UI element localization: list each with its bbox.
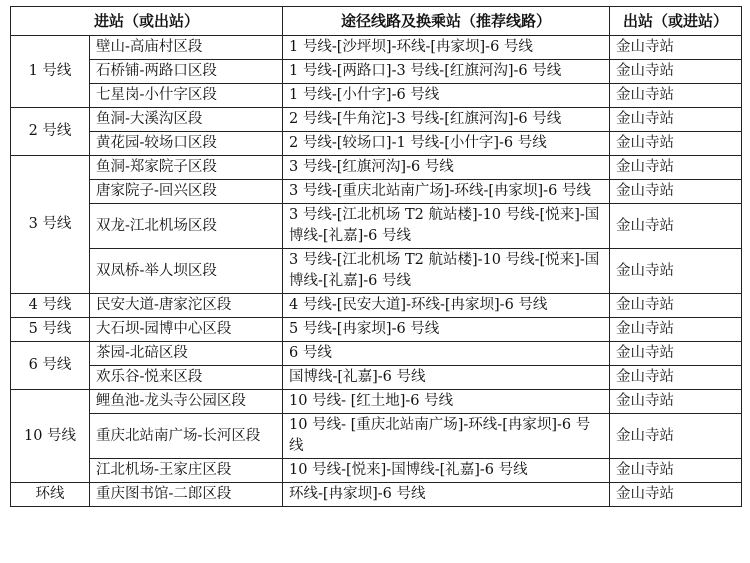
route-path-cell: 6 号线 <box>283 342 610 366</box>
exit-station-cell: 金山寺站 <box>610 366 742 390</box>
exit-station-cell: 金山寺站 <box>610 156 742 180</box>
segment-cell: 欢乐谷-悦来区段 <box>90 366 283 390</box>
table-row <box>11 132 742 156</box>
header-exit: 出站（或进站） <box>610 7 742 36</box>
segment-cell: 石桥铺-两路口区段 <box>90 60 283 84</box>
route-path-cell: 3 号线-[江北机场 T2 航站楼]-10 号线-[悦来]-国博线-[礼嘉]-6 号线 <box>283 204 610 249</box>
segment-cell: 双龙-江北机场区段 <box>90 204 283 249</box>
route-path-cell: 4 号线-[民安大道]-环线-[冉家坝]-6 号线 <box>283 294 610 318</box>
exit-station-cell: 金山寺站 <box>610 84 742 108</box>
segment-cell: 民安大道-唐家沱区段 <box>90 294 283 318</box>
segment-cell: 壁山-高庙村区段 <box>90 36 283 60</box>
exit-station-cell: 金山寺站 <box>610 180 742 204</box>
exit-station-cell: 金山寺站 <box>610 132 742 156</box>
line-name-cell: 5 号线 <box>11 318 90 342</box>
exit-station-cell: 金山寺站 <box>610 294 742 318</box>
table-row <box>11 483 742 507</box>
route-path-cell: 10 号线- [红土地]-6 号线 <box>283 390 610 414</box>
segment-cell: 鱼洞-大溪沟区段 <box>90 108 283 132</box>
segment-cell: 黄花园-较场口区段 <box>90 132 283 156</box>
route-path-cell: 3 号线-[红旗河沟]-6 号线 <box>283 156 610 180</box>
segment-cell: 双凤桥-举人坝区段 <box>90 249 283 294</box>
header-entry: 进站（或出站） <box>11 7 283 36</box>
segment-cell: 鲤鱼池-龙头寺公园区段 <box>90 390 283 414</box>
exit-station-cell: 金山寺站 <box>610 36 742 60</box>
table-row <box>11 390 742 414</box>
table-row <box>11 342 742 366</box>
exit-station-cell: 金山寺站 <box>610 390 742 414</box>
line-name-cell: 10 号线 <box>11 390 90 483</box>
route-path-cell: 10 号线-[悦来]-国博线-[礼嘉]-6 号线 <box>283 459 610 483</box>
line-name-cell: 2 号线 <box>11 108 90 156</box>
table-row <box>11 366 742 390</box>
route-path-cell: 环线-[冉家坝]-6 号线 <box>283 483 610 507</box>
route-path-cell: 3 号线-[江北机场 T2 航站楼]-10 号线-[悦来]-国博线-[礼嘉]-6 号线 <box>283 249 610 294</box>
route-path-cell: 1 号线-[小什字]-6 号线 <box>283 84 610 108</box>
route-path-cell: 2 号线-[较场口]-1 号线-[小什字]-6 号线 <box>283 132 610 156</box>
line-name-cell: 6 号线 <box>11 342 90 390</box>
segment-cell: 茶园-北碚区段 <box>90 342 283 366</box>
exit-station-cell: 金山寺站 <box>610 249 742 294</box>
route-path-cell: 1 号线-[两路口]-3 号线-[红旗河沟]-6 号线 <box>283 60 610 84</box>
table-row <box>11 204 742 249</box>
segment-cell: 大石坝-园博中心区段 <box>90 318 283 342</box>
table-row <box>11 36 742 60</box>
line-name-cell: 环线 <box>11 483 90 507</box>
route-path-cell: 1 号线-[沙坪坝]-环线-[冉家坝]-6 号线 <box>283 36 610 60</box>
table-row <box>11 414 742 459</box>
exit-station-cell: 金山寺站 <box>610 60 742 84</box>
table-header-row <box>11 7 742 36</box>
route-path-cell: 3 号线-[重庆北站南广场]-环线-[冉家坝]-6 号线 <box>283 180 610 204</box>
exit-station-cell: 金山寺站 <box>610 459 742 483</box>
table-row <box>11 84 742 108</box>
route-path-cell: 2 号线-[牛角沱]-3 号线-[红旗河沟]-6 号线 <box>283 108 610 132</box>
route-table-container <box>10 6 741 507</box>
exit-station-cell: 金山寺站 <box>610 342 742 366</box>
exit-station-cell: 金山寺站 <box>610 108 742 132</box>
route-table-body <box>11 36 742 507</box>
line-name-cell: 1 号线 <box>11 36 90 108</box>
header-path: 途径线路及换乘站（推荐线路） <box>283 7 610 36</box>
table-row <box>11 60 742 84</box>
table-row <box>11 294 742 318</box>
exit-station-cell: 金山寺站 <box>610 204 742 249</box>
segment-cell: 江北机场-王家庄区段 <box>90 459 283 483</box>
segment-cell: 重庆北站南广场-长河区段 <box>90 414 283 459</box>
table-row <box>11 249 742 294</box>
exit-station-cell: 金山寺站 <box>610 318 742 342</box>
line-name-cell: 3 号线 <box>11 156 90 294</box>
segment-cell: 鱼洞-郑家院子区段 <box>90 156 283 180</box>
table-row <box>11 459 742 483</box>
line-name-cell: 4 号线 <box>11 294 90 318</box>
route-path-cell: 国博线-[礼嘉]-6 号线 <box>283 366 610 390</box>
segment-cell: 重庆图书馆-二郎区段 <box>90 483 283 507</box>
table-row <box>11 180 742 204</box>
table-row <box>11 108 742 132</box>
segment-cell: 唐家院子-回兴区段 <box>90 180 283 204</box>
route-table <box>10 6 742 507</box>
exit-station-cell: 金山寺站 <box>610 483 742 507</box>
exit-station-cell: 金山寺站 <box>610 414 742 459</box>
table-row <box>11 156 742 180</box>
route-path-cell: 5 号线-[冉家坝]-6 号线 <box>283 318 610 342</box>
table-row <box>11 318 742 342</box>
route-path-cell: 10 号线- [重庆北站南广场]-环线-[冉家坝]-6 号线 <box>283 414 610 459</box>
segment-cell: 七星岗-小什字区段 <box>90 84 283 108</box>
